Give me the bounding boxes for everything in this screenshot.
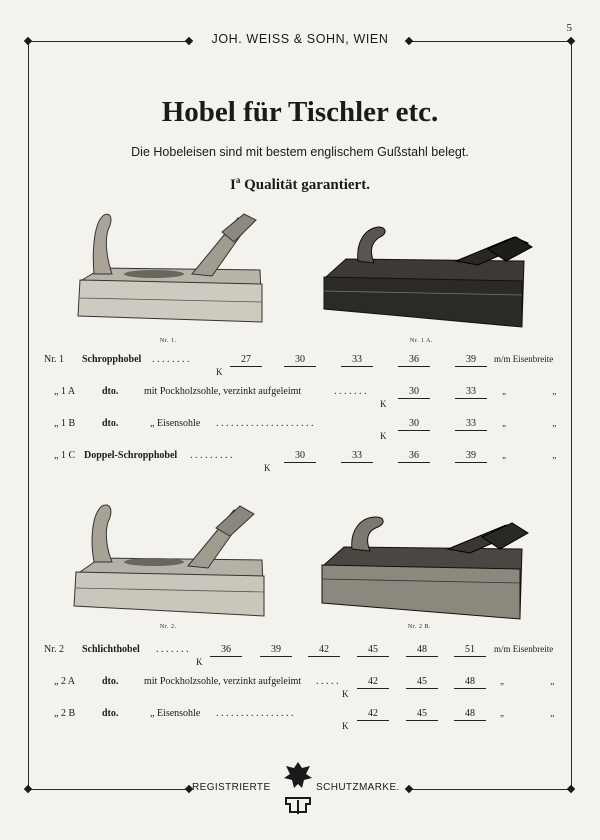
price-value: 45: [357, 644, 389, 657]
row-unit: m/m Eisenbreite: [494, 644, 554, 654]
frame-bottom-left-rule: [28, 789, 190, 790]
price-value: 42: [308, 644, 340, 657]
caption-nr1: Nr. 1.: [160, 338, 177, 344]
row-name: dto.: [102, 676, 119, 687]
row-unit: „ „: [502, 450, 579, 460]
price-value: 33: [341, 450, 373, 463]
footer-ornament: [405, 785, 413, 793]
row-number: „ 2 A: [54, 676, 76, 687]
price-value: 48: [406, 644, 438, 657]
row-name: dto.: [102, 386, 119, 397]
price-value: 45: [406, 676, 438, 689]
price-value: 39: [260, 644, 292, 657]
currency-mark: K: [216, 367, 223, 377]
price-row: [44, 450, 579, 478]
caption-nr2b: Nr. 2 B.: [408, 624, 432, 630]
row-description: „ Eisensohle: [150, 418, 201, 429]
plane-nr2b-illustration: [316, 515, 536, 623]
footer-registered: REGISTRIERTE: [192, 782, 271, 793]
footer-trademark: SCHUTZMARKE.: [316, 782, 400, 793]
row-leader: . . . . .: [316, 676, 339, 687]
price-value: 30: [284, 354, 316, 367]
row-number: „ 1 C: [54, 450, 76, 461]
currency-mark: K: [342, 689, 349, 699]
price-row: [44, 708, 577, 736]
page-title: Hobel für Tischler etc.: [161, 96, 439, 128]
page-number: 5: [566, 22, 572, 34]
price-value: 48: [454, 676, 486, 689]
frame-corner-ornament: [24, 785, 32, 793]
frame-bottom-right-rule: [409, 789, 571, 790]
frame-corner-ornament: [567, 785, 575, 793]
row-name: dto.: [102, 418, 119, 429]
price-row: [44, 418, 579, 446]
price-value: 36: [398, 450, 430, 463]
price-value: 42: [357, 676, 389, 689]
row-leader: . . . . . . .: [334, 386, 367, 397]
price-value: 42: [357, 708, 389, 721]
plane-nr1-illustration: [72, 210, 272, 332]
row-unit: „ „: [502, 386, 579, 396]
row-number: Nr. 2: [44, 644, 64, 655]
caption-nr2: Nr. 2.: [160, 624, 177, 630]
row-unit: „ „: [500, 708, 577, 718]
row-number: „ 1 B: [54, 418, 76, 429]
currency-mark: K: [342, 721, 349, 731]
quality-prefix: I: [230, 177, 236, 193]
row-unit: „ „: [500, 676, 577, 686]
price-value: 36: [398, 354, 430, 367]
row-number: „ 2 B: [54, 708, 76, 719]
row-description: „ Eisensohle: [150, 708, 201, 719]
price-value: 36: [210, 644, 242, 657]
price-value: 51: [454, 644, 486, 657]
row-name: Schlichthobel: [82, 644, 140, 655]
price-value: 48: [454, 708, 486, 721]
plane-nr1a-illustration: [318, 225, 536, 333]
row-name: Schropphobel: [82, 354, 142, 365]
price-value: 33: [455, 418, 487, 431]
caption-nr1a: Nr. 1 A.: [410, 338, 434, 344]
price-row: [44, 676, 577, 704]
quality-sup: a: [235, 175, 241, 185]
plane-nr2-illustration: [70, 500, 272, 624]
page-subtitle: Die Hobeleisen sind mit bestem englischem Gußstahl belegt.: [131, 145, 469, 159]
price-value: 30: [284, 450, 316, 463]
row-number: „ 1 A: [54, 386, 76, 397]
row-name: Doppel-Schropphobel: [84, 450, 178, 461]
price-row: [44, 386, 579, 414]
price-value: 39: [455, 354, 487, 367]
row-unit: m/m Eisenbreite: [494, 354, 554, 364]
row-leader: . . . . . . .: [156, 644, 189, 655]
row-unit: „ „: [502, 418, 579, 428]
price-value: 30: [398, 386, 430, 399]
row-leader: . . . . . . . . .: [190, 450, 233, 461]
row-description: mit Pockholzsohle, verzinkt aufgeleimt: [144, 676, 302, 687]
price-value: 30: [398, 418, 430, 431]
price-value: 45: [406, 708, 438, 721]
currency-mark: K: [380, 431, 387, 441]
currency-mark: K: [196, 657, 203, 667]
quality-text: Qualität garantiert.: [240, 177, 370, 193]
row-leader: . . . . . . . . . . . . . . . . . . . .: [216, 418, 314, 429]
row-leader: . . . . . . . . . . . . . . . .: [216, 708, 294, 719]
price-value: 27: [230, 354, 262, 367]
eagle-trademark-icon: [282, 760, 314, 816]
price-row: [44, 354, 564, 382]
currency-mark: K: [380, 399, 387, 409]
currency-mark: K: [264, 463, 271, 473]
price-value: 33: [341, 354, 373, 367]
company-header: JOH. WEISS & SOHN, WIEN: [211, 32, 389, 46]
row-name: dto.: [102, 708, 119, 719]
price-row: [44, 644, 564, 672]
quality-note: [0, 175, 600, 194]
row-description: mit Pockholzsohle, verzinkt aufgeleimt: [144, 386, 302, 397]
row-leader: . . . . . . . .: [152, 354, 190, 365]
price-value: 39: [455, 450, 487, 463]
row-number: Nr. 1: [44, 354, 64, 365]
price-value: 33: [455, 386, 487, 399]
